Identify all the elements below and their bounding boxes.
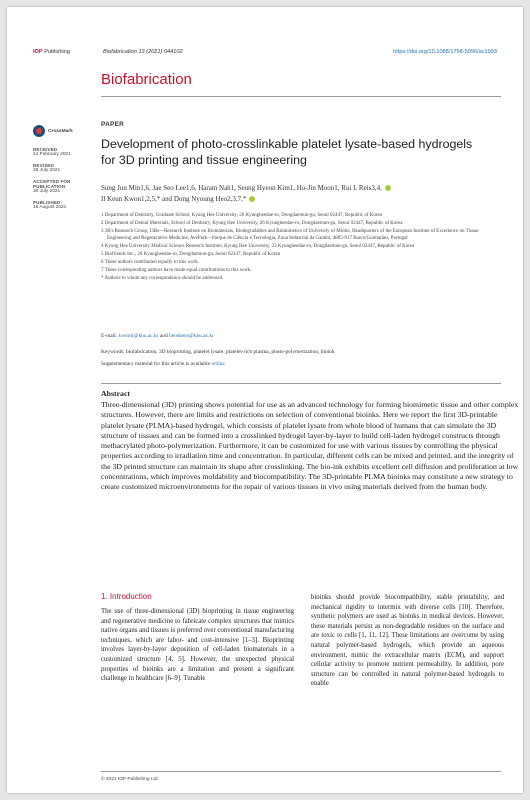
orcid-icon[interactable]	[249, 196, 255, 202]
header-rule	[101, 96, 501, 97]
supplementary-note: Supplementary material for this article is available online	[101, 361, 225, 367]
journal-name: Biofabrication	[101, 71, 192, 88]
footer-rule	[101, 771, 501, 772]
authors-line-2: Il Keun Kwon1,2,5,* and Dong Nyoung Heo2,3,7,*	[101, 194, 501, 205]
journal-reference: Biofabrication 13 (2021) 044102	[103, 49, 183, 55]
section-heading-introduction: 1. Introduction	[101, 592, 152, 601]
abstract-text: Three-dimensional (3D) printing shows potential for use as an advanced technology for forming biomimetic tissue and other complex structures. However, there are limits and restrictions on selection of conventional bioinks. Here we report the first 3D-printable platelet lysate (PLMA)-based hydrogel, which consists of platelet lysate from whole blood of humans that can simulate the 3D structure of tissues and can be formed into a crosslinked hydrogel layer-by-layer to build cell-laden hydrogel constructs through methacrylated photo-polymerization. Furthermore, it can be customized for use with various tissues by controlling the physical properties according to irradiation time and concentration. In particular, different cells can be mixed and printed, and the integrity of the 3D printed structure can maintain its shape after crosslinking. The bio-ink exhibits excellent cell diffusion and proliferation at low concentrations, which improves moldability and biocompatibility. The 3D-printable PLMA bioinks may constitute a new strategy to create customized microenvironments for the repair of various tissues in vivo using materials derived from the human body.	[101, 400, 519, 492]
affiliation-item: 3 3B's Research Group, I3Bs—Research Institute on Biomaterials, Biodegradables and Biomimetics of University of Minho, Headquarters of the European Institute of Excellence on Tissue Engineering and Regenerative Medicine, AvePark—Parque de Ciência e Tecnologia, Zona Industrial da Gandra, 4805-017 Barco/Guimarães, Portugal	[101, 229, 479, 242]
email-link-2[interactable]: heodsens@khu.ac.kr	[169, 333, 214, 339]
affiliation-item: 2 Department of Dental Materials, School of Dentistry, Kyung Hee University, 26 Kyungheedae-ro, Dongdaemun-gu, Seoul 02447, Republic of Korea	[101, 221, 403, 226]
abstract-heading: Abstract	[101, 389, 131, 398]
affiliation-item: * Authors to whom any correspondence should be addressed.	[101, 276, 224, 282]
correspondence-email: E-mail: kwonil@khu.ac.kr and heodsens@khu.ac.kr	[101, 333, 214, 339]
paper-page	[7, 7, 523, 793]
iop-logo: IOP Publishing	[33, 49, 71, 55]
affiliation-item: 1 Department of Dentistry, Graduate School, Kyung Hee University, 26 Kyungheedae-ro, Dongdaemun-gu, Seoul 02447, Republic of Korea	[101, 213, 382, 218]
author-list	[101, 183, 501, 205]
intro-column-right: bioinks should provide biocompatibility, stable printability, and mechanical rigidity to intermix with diverse cells [10]. Therefore, synthetic polymers are used as bioinks in medical devices. However, these materials persist as non-degradable residues on the surface and are toxic to cells [1, 11, 12]. These limitations are overcome by using natural polymer-based hydrogels, which provide an aqueous environment, mimic the extracellular matrix (ECM), and support cellular activity to promote nutrient permeability. In addition, pore structure can be controlled in natural polymer-based hydrogels to enable	[311, 594, 504, 688]
supplementary-link[interactable]: online	[211, 361, 225, 367]
affiliation-item: 5 Biofriends Inc., 26 Kyungheedae-ro, Dongdaemun-gu, Seoul 02447, Republic of Korea	[101, 252, 280, 258]
article-history	[33, 125, 91, 216]
history-revised: REVISED 26 July 2021	[33, 163, 61, 173]
email-link-1[interactable]: kwonil@khu.ac.kr	[118, 333, 159, 339]
doi-link[interactable]: https://doi.org/10.1088/1758-5090/ac1993	[393, 49, 497, 55]
affiliation-item: 6 These authors contributed equally to this work.	[101, 260, 199, 266]
authors-line-1: Sung Jun Min1,6, Jae Seo Lee1,6, Haram Nah1, Seung Hyeon Kim1, Ho-Jin Moon1, Rui L Reis3,4,	[101, 183, 501, 194]
history-accepted: ACCEPTED FOR PUBLICATION 30 July 2021	[33, 179, 71, 194]
affiliations	[101, 212, 481, 283]
running-header	[33, 49, 497, 59]
orcid-icon[interactable]	[385, 185, 391, 191]
history-received: RECEIVED 14 February 2021	[33, 147, 71, 157]
keywords: Keywords: biofabrication, 3D bioprinting, platelet lysate, platelet-rich plasma, photo-polymerization, bioink	[101, 349, 335, 355]
crossmark-icon	[33, 125, 45, 137]
copyright-footer: © 2021 IOP Publishing Ltd	[101, 777, 158, 782]
affiliation-item: 7 These corresponding authors have made equal contributions to this work.	[101, 268, 252, 274]
abstract-rule	[101, 383, 501, 384]
history-published: PUBLISHED 16 August 2021	[33, 200, 67, 210]
intro-column-left: The use of three-dimensional (3D) bioprinting in tissue engineering and regenerative medicine to fabricate complex structures that mimics native organs and tissues is preferred over conventional manufacturing techniques, which are labor- and cost-intensive [1–3]. Bioprinting involves layer-by-layer deposition of cell-laden biomaterials in a customized structure [4, 5]. However, the unexpected physical properties of bioinks are a limitation and present a significant challenge in healthcare [6–9]. Tunable	[101, 608, 294, 683]
paper-type-label: PAPER	[101, 121, 125, 128]
crossmark-badge[interactable]: CrossMark	[33, 125, 91, 137]
affiliation-item: 4 Kyung Hee University Medical Science Research Institute, Kyung Hee University, 23 Kyungheedae-ro, Dongdaemun-gu, Seoul 02447, Republic of Korea	[101, 244, 415, 250]
article-title: Development of photo-crosslinkable platelet lysate-based hydrogels for 3D printing and tissue engineering	[101, 137, 473, 167]
